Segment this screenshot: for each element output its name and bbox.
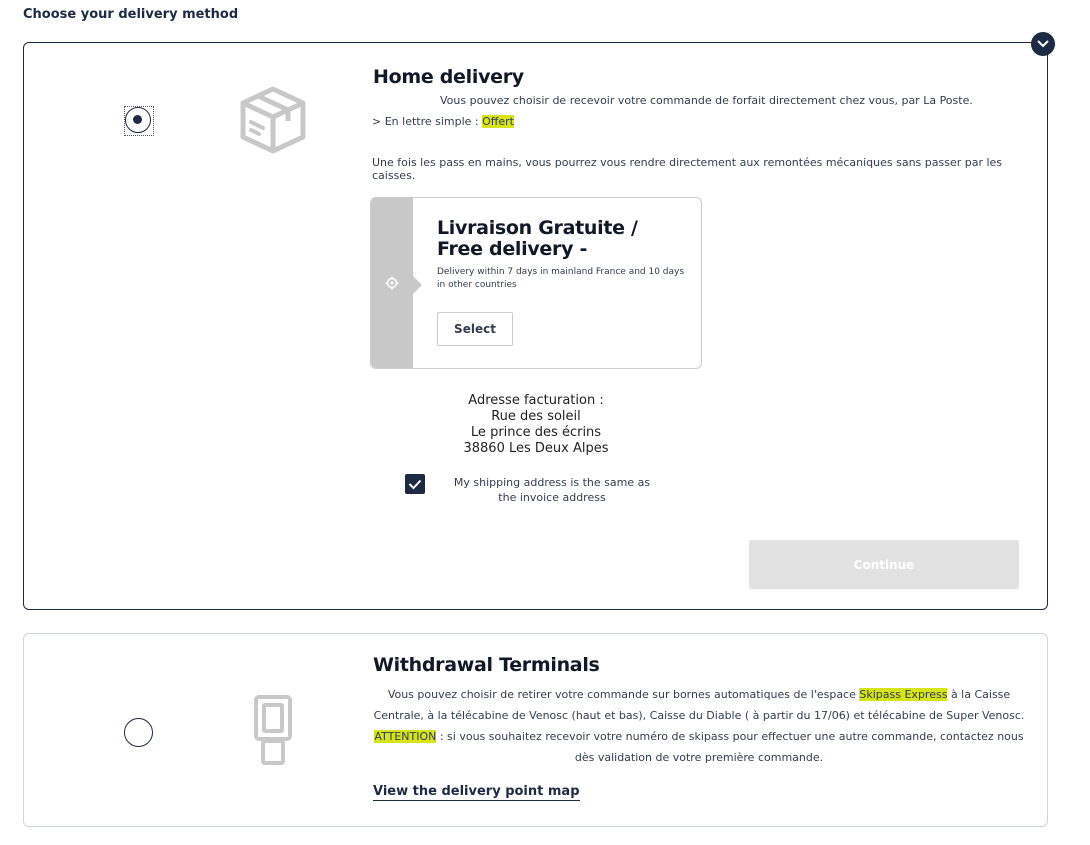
same-address-label: My shipping address is the same as the invoice address xyxy=(453,476,651,504)
select-button[interactable]: Select xyxy=(437,312,513,346)
home-delivery-intro: Vous pouvez choisir de recevoir votre commande de forfait directement chez vous, par La Poste. xyxy=(440,94,973,107)
price-value: Offert xyxy=(482,115,514,128)
option-strip xyxy=(371,198,413,368)
withdrawal-title: Withdrawal Terminals xyxy=(373,654,600,676)
address-line2: Le prince des écrins xyxy=(470,425,602,440)
terminal-icon xyxy=(254,695,294,771)
address-street: Rue des soleil xyxy=(491,409,581,424)
option-title: Livraison Gratuite / Free delivery - xyxy=(437,217,638,260)
withdrawal-card[interactable] xyxy=(23,633,1048,827)
home-delivery-price xyxy=(372,115,514,128)
address-label: Adresse facturation : xyxy=(468,393,604,408)
withdrawal-highlight-2: ATTENTION xyxy=(374,730,437,743)
delivery-option-card[interactable] xyxy=(370,197,702,369)
withdrawal-text-1: Vous pouvez choisir de retirer votre commande sur bornes automatiques de l'espace xyxy=(387,688,856,701)
withdrawal-text xyxy=(369,684,1029,768)
page-title: Choose your delivery method xyxy=(23,7,239,22)
withdrawal-text-3: : si vous souhaitez recevoir votre numéro de skipass pour effectuer une autre commande, contactez nous dès validation de votre première commande. xyxy=(439,730,1024,764)
same-address-checkbox[interactable] xyxy=(405,474,425,494)
home-delivery-radio[interactable] xyxy=(125,107,151,133)
option-description: Delivery within 7 days in mainland France and 10 days in other countries xyxy=(437,267,685,290)
price-prefix: > En lettre simple : xyxy=(372,115,479,128)
gear-icon xyxy=(385,275,399,294)
withdrawal-radio[interactable] xyxy=(124,718,153,747)
withdrawal-highlight-1: Skipass Express xyxy=(859,688,948,701)
withdrawal-text-2: à la Caisse Centrale, à la télécabine de Venosc (haut et bas), Caisse du Diable ( à partir du 17/06) et télécabine de Super Venosc. xyxy=(373,688,1025,722)
billing-address xyxy=(396,393,676,457)
delivery-map-link[interactable]: View the delivery point map xyxy=(373,784,580,799)
check-icon xyxy=(408,479,422,490)
home-delivery-info: Une fois les pass en mains, vous pourrez vous rendre directement aux remontées mécaniques sans passer par les caisses. xyxy=(372,156,1003,182)
package-icon xyxy=(237,83,309,159)
chevron-down-icon[interactable] xyxy=(1031,32,1055,56)
continue-button[interactable]: Continue xyxy=(749,540,1019,589)
option-arrow xyxy=(413,276,422,294)
address-city: 38860 Les Deux Alpes xyxy=(463,441,609,456)
home-delivery-card[interactable] xyxy=(23,42,1048,610)
home-delivery-title: Home delivery xyxy=(373,66,524,88)
